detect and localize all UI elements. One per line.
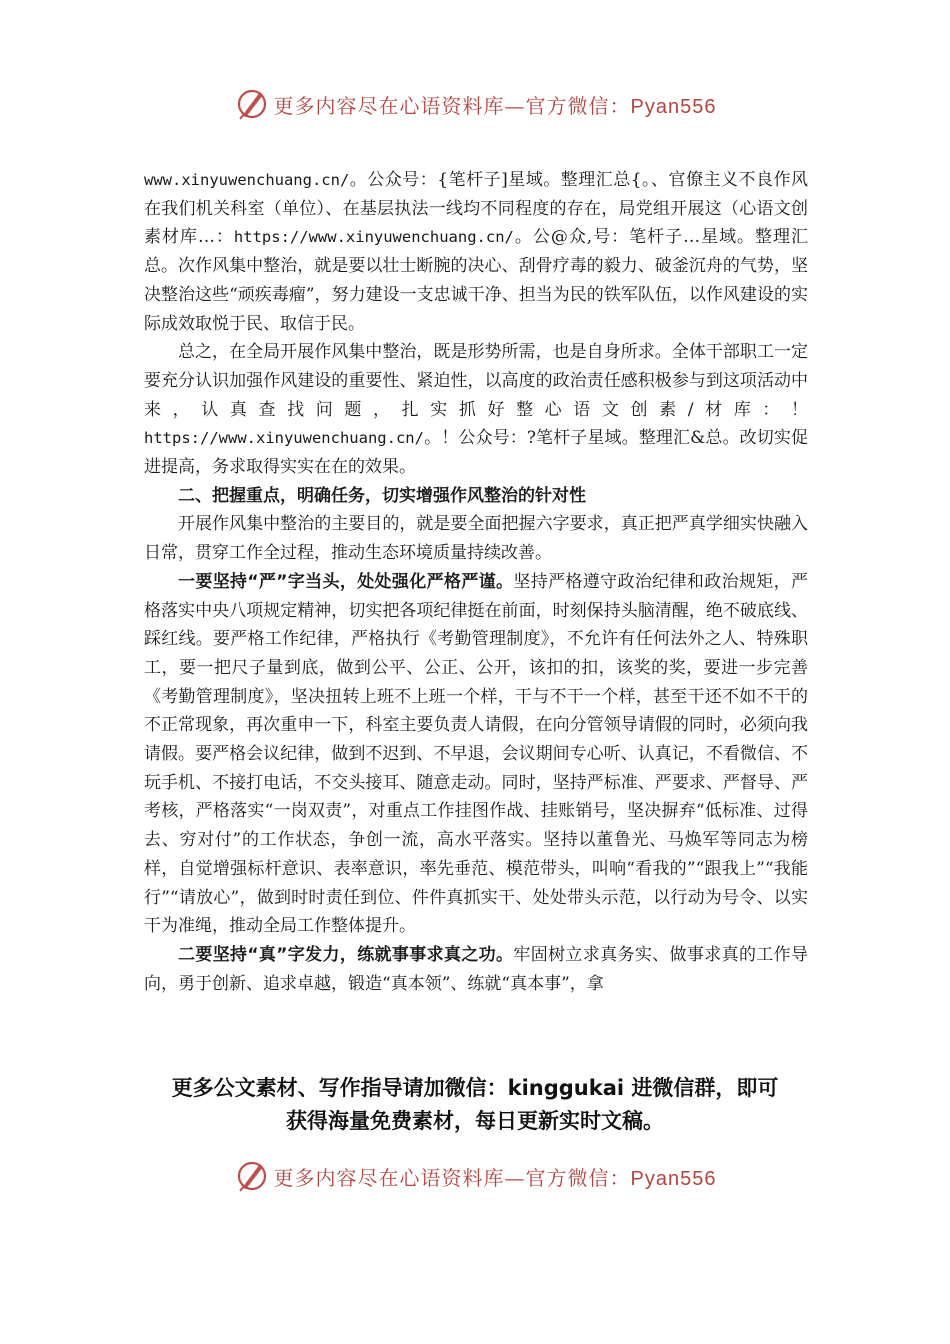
banner-wechat-id: Pyan556	[630, 95, 717, 118]
paragraph-text: 。公众号：{笔杆子]星域。整理汇总{。、官僚主义不良作风在我们机关科室（单位）、在基层执法一线均不同程度的存在，局党组开展这（心语文创素材库…：	[144, 170, 808, 248]
url-text: https://www.xinyuwenchuang.cn/	[144, 429, 424, 448]
paragraph-text: 坚持严格遵守政治纪律和政治规矩，严格落实中央八项规定精神，切实把各项纪律挺在前面，时刻保持头脑清醒，绝不破底线、踩红线。要严格工作纪律，严格执行《考勤管理制度》，不允许有任何法外之人、特殊职工，要一把尺子量到底，做到公平、公正、公开，该扣的扣，该奖的奖，要进一步完善《考勤管理制度》，坚决扭转上班不上班一个样，干与不干一个样，甚至干还不如不干的不正常现象，再次重申一下，科室主要负责人请假，在向分管领导请假的同时，必须向我请假。要严格会议纪律，做到不迟到、不早退，会议期间专心听、认真记，不看微信、不玩手机、不接打电话，不交头接耳、随意走动。同时，坚持严标准、严要求、严督导、严考核，严格落实“一岗双责”，对重点工作挂图作战、挂账销号，坚决摒弃“低标准、过得去、穷对付”的工作状态，争创一流，高水平落实。坚持以董鲁光、马焕军等同志为榜样，自觉增强标杆意识、表率意识，率先垂范、模范带头，叫响“看我的”“跟我上”“我能行”“请放心”，做到时时责任到位、件件真抓实干、处处带头示范，以行动为号令、以实干为准绳，推动全局工作整体提升。	[144, 571, 808, 937]
footer-banner	[0, 1156, 950, 1196]
paragraph-text: 。！公众号：?笔杆子星域。整理汇&总。改切实促进提高，务求取得实实在在的效果。	[144, 428, 808, 478]
header-banner	[0, 84, 950, 124]
paragraph	[144, 482, 808, 511]
banner-wechat-id: Pyan556	[630, 1167, 717, 1190]
banner-text: 更多内容尽在心语资料库—	[273, 1165, 526, 1190]
promo-notice	[100, 1072, 850, 1138]
paragraph-text: 。公@众,号：笔杆子…星域。整理汇总。次作风集中整治，就是要以壮士断腕的决心、刮骨疗毒的毅力、破釜沉舟的气势，坚决整治这些“顽疾毒瘤”，努力建设一支忠诚干净、担当为民的铁军队伍，以作风建设的实际成效取悦于民、取信于民。	[144, 227, 809, 334]
bold-heading-text: 二要坚持“真”字发力，练就事事求真之功。	[178, 944, 514, 965]
banner-text: 更多内容尽在心语资料库—	[273, 93, 526, 118]
banner-wechat-label: 官方微信：	[525, 1165, 631, 1190]
url-text: https://www.xinyuwenchuang.cn/	[233, 228, 514, 247]
banner-wechat-label: 官方微信：	[525, 93, 631, 118]
quill-logo-icon	[234, 1158, 270, 1194]
paragraph	[144, 338, 808, 482]
document-body	[144, 166, 808, 998]
bold-heading-text: 二、把握重点，明确任务，切实增强作风整治的针对性	[178, 485, 586, 506]
promo-line-1: 更多公文素材、写作指导请加微信：kinggukai 进微信群，即可	[171, 1076, 779, 1100]
bold-heading-text: 一要坚持“严”字当头，处处强化严格严谨。	[178, 571, 514, 592]
paragraph	[144, 510, 808, 567]
quill-logo-icon	[234, 86, 270, 122]
paragraph-text: 总之，在全局开展作风集中整治，既是形势所需，也是自身所求。全体干部职工一定要充分认识加强作风建设的重要性、紧迫性，以高度的政治责任感积极参与到这项活动中来，认真查找问题，扎实抓好整心语文创素/材库：！	[144, 342, 808, 420]
paragraph	[144, 568, 808, 941]
promo-line-2: 获得海量免费素材，每日更新实时文稿。	[286, 1109, 664, 1133]
paragraph	[144, 166, 808, 338]
paragraph-text: 牢固树立求真务实、做事求真的工作导向，勇于创新、追求卓越，锻造“真本领”、练就“真本事”，拿	[144, 944, 808, 994]
url-text: www.xinyuwenchuang.cn/	[144, 171, 350, 189]
paragraph-text: 开展作风集中整治的主要目的，就是要全面把握六字要求，真正把严真学细实快融入日常，贯穿工作全过程，推动生态环境质量持续改善。	[144, 514, 808, 564]
paragraph	[144, 941, 808, 998]
